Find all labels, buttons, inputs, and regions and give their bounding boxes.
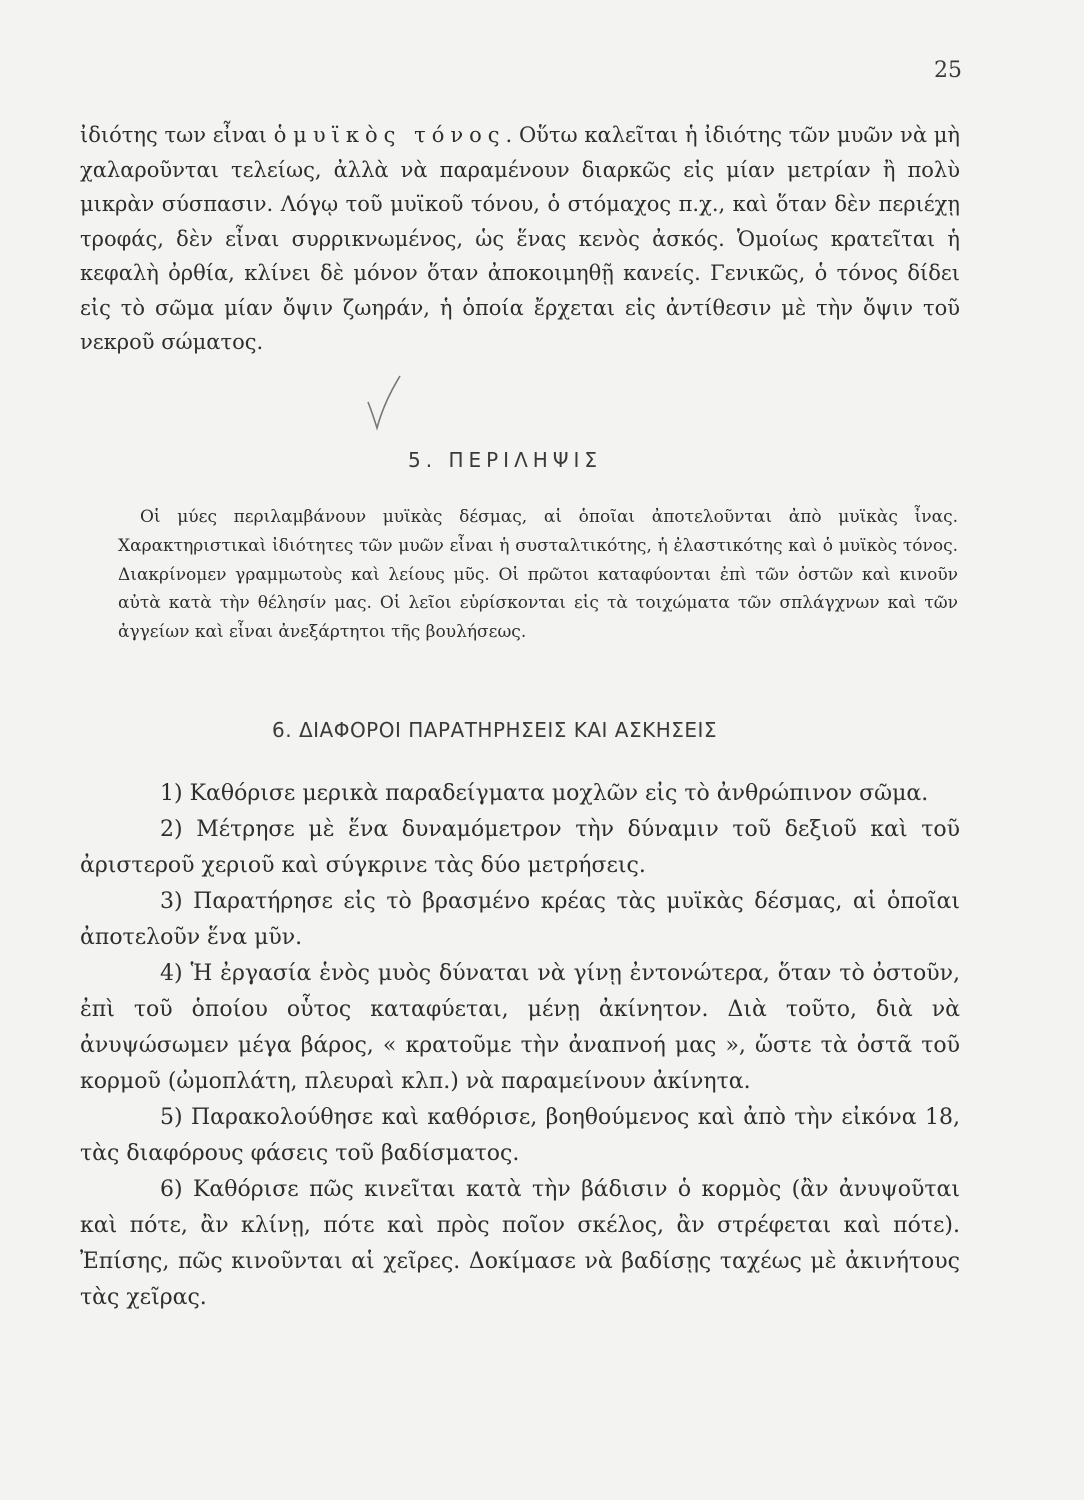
exercise-item: 5) Παρακολούθησε καὶ καθόρισε, βοηθούμενος καὶ ἀπὸ τὴν εἰκόνα 18, τὰς διαφόρους φάσεις τοῦ βαδίσματος. [80, 1105, 960, 1166]
intro-paragraph [80, 118, 960, 360]
exercise-item: 2) Μέτρησε μὲ ἕνα δυναμόμετρον τὴν δύναμιν τοῦ δεξιοῦ καὶ τοῦ ἀριστεροῦ χεριοῦ καὶ σύγκρινε τὰς δύο μετρήσεις. [80, 817, 960, 878]
summary-section [118, 503, 958, 647]
exercise-item: 1) Καθόρισε μερικὰ παραδείγματα μοχλῶν εἰς τὸ ἀνθρώπινον σῶμα. [160, 781, 929, 806]
exercise-item: 4) Ἡ ἐργασία ἑνὸς μυὸς δύναται νὰ γίνῃ ἐντονώτερα, ὅταν τὸ ὀστοῦν, ἐπὶ τοῦ ὁποίου οὗτος καταφύεται, μένῃ ἀκίνητον. Διὰ τοῦτο, διὰ νὰ ἀνυψώσωμεν μέγα βάρος, « κρατοῦμε τὴν ἀναπνοή μας », ὥστε τὰ ὀστᾶ τοῦ κορμοῦ (ὠμοπλάτη, πλευραὶ κλπ.) νὰ παραμείνουν ἀκίνητα. [80, 961, 960, 1094]
summary-paragraph: Οἱ μύες περιλαμβάνουν μυϊκὰς δέσμας, αἱ ὁποῖαι ἀποτελοῦνται ἀπὸ μυϊκὰς ἶνας. Χαρακτηριστικαὶ ἰδιότητες τῶν μυῶν εἶναι ἡ συσταλτικότης, ἡ ἐλαστικότης καὶ ὁ μυϊκὸς τόνος. Διακρίνομεν γραμμωτοὺς καὶ λείους μῦς. Οἱ πρῶτοι καταφύονται ἐπὶ τῶν ὀστῶν καὶ κινοῦν αὐτὰ κατὰ τὴν θέλησίν μας. Οἱ λεῖοι εὑρίσκονται εἰς τὰ τοιχώματα τῶν σπλάγχνων καὶ τῶν ἀγγείων καὶ εἶναι ἀνεξάρτητοι τῆς βουλήσεως. [118, 507, 958, 643]
exercise-item: 3) Παρατήρησε εἰς τὸ βρασμένο κρέας τὰς μυϊκὰς δέσμας, αἱ ὁποῖαι ἀποτελοῦν ἕνα μῦν. [80, 889, 960, 950]
page-number: 25 [934, 58, 962, 83]
intro-emphasized-term: μυϊκὸς τόνος [293, 123, 506, 147]
section-5-heading: 5. ΠΕΡΙΛΗΨΙΣ [408, 448, 603, 472]
exercises-list [80, 776, 960, 1316]
intro-text-rest: . Οὕτω καλεῖται ἡ ἰδιότης τῶν μυῶν νὰ μὴ χαλαροῦνται τελείως, ἀλλὰ νὰ παραμένουν διαρκῶς εἰς μίαν μετρίαν ἢ πολὺ μικρὰν σύσπασιν. Λόγῳ τοῦ μυϊκοῦ τόνου, ὁ στόμαχος π.χ., καὶ ὅταν δὲν περιέχῃ τροφάς, δὲν εἶναι συρρικνωμένος, ὡς ἕνας κενὸς ἀσκός. Ὁμοίως κρατεῖται ἡ κεφαλὴ ὀρθία, κλίνει δὲ μόνον ὅταν ἀποκοιμηθῇ κανείς. Γενικῶς, ὁ τόνος δίδει εἰς τὸ σῶμα μίαν ὄψιν ζωηράν, ἡ ὁποία ἔρχεται εἰς ἀντίθεσιν μὲ τὴν ὄψιν τοῦ νεκροῦ σώματος. [80, 123, 960, 354]
exercise-item: 6) Καθόρισε πῶς κινεῖται κατὰ τὴν βάδισιν ὁ κορμὸς (ἂν ἀνυψοῦται καὶ πότε, ἂν κλίνῃ, πότε καὶ πρὸς ποῖον σκέλος, ἂν στρέφεται καὶ πότε). Ἐπίσης, πῶς κινοῦνται αἱ χεῖρες. Δοκίμασε νὰ βαδίσῃς ταχέως μὲ ἀκινήτους τὰς χεῖρας. [80, 1177, 960, 1310]
section-6-heading: 6. ΔΙΑΦΟΡΟΙ ΠΑΡΑΤΗΡΗΣΕΙΣ ΚΑΙ ΑΣΚΗΣΕΙΣ [272, 718, 718, 742]
intro-text-start: ἰδιότης των εἶναι ὁ [80, 123, 294, 147]
handwritten-checkmark-icon [364, 372, 404, 432]
